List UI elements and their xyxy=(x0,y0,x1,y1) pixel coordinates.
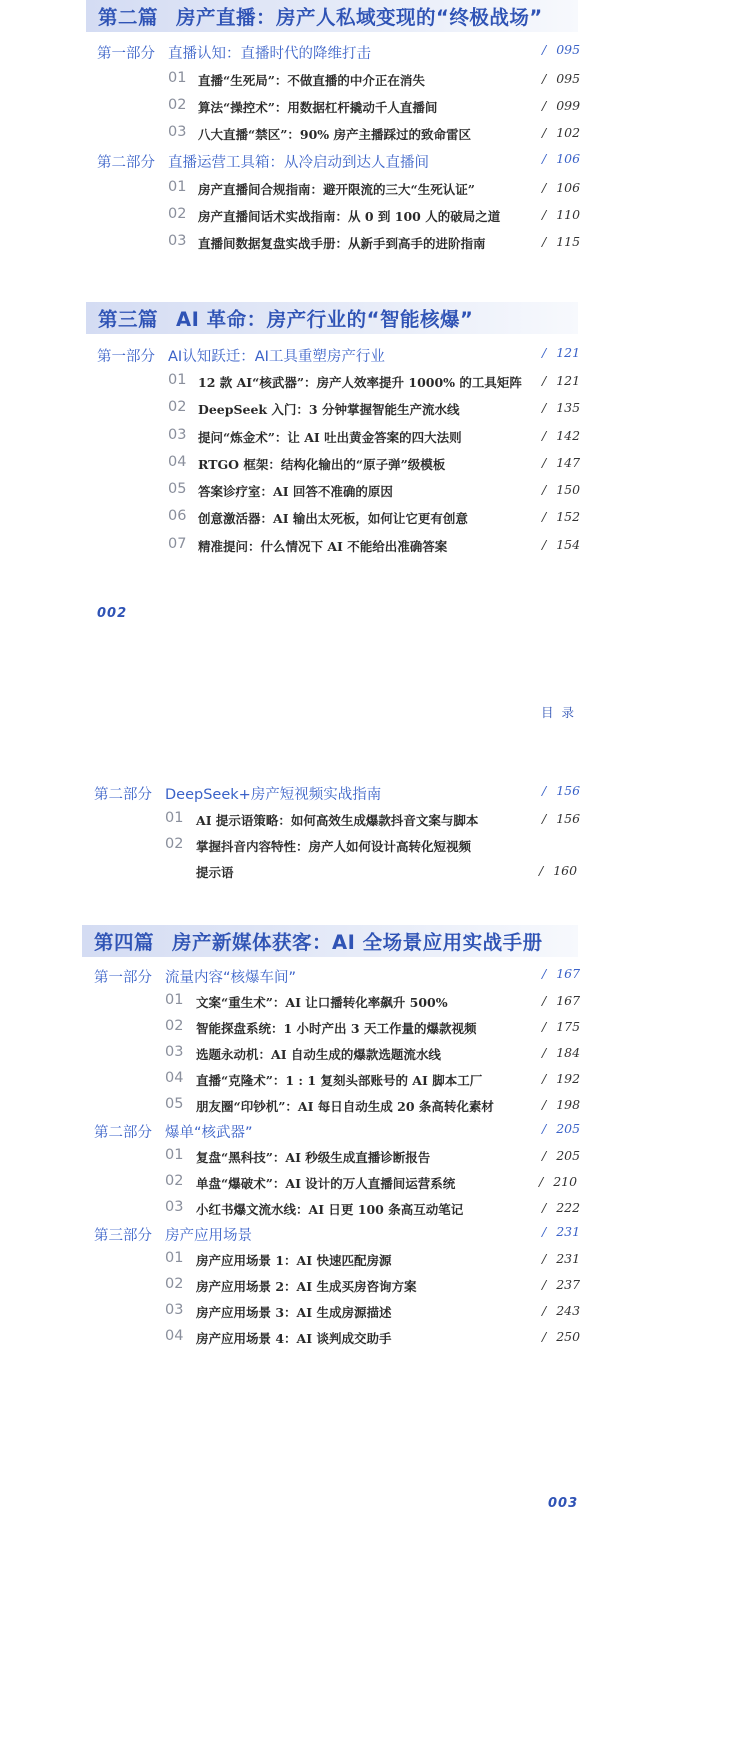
section-label: 第一部分 xyxy=(97,46,155,62)
entry-title: 直播“克隆术”：1 : 1 复刻头部账号的 AI 脚本工厂 xyxy=(196,1073,483,1088)
part-label: 第二篇 xyxy=(98,6,159,29)
toc-entry[interactable] xyxy=(165,1173,579,1195)
section-page: / 205 xyxy=(542,1121,581,1136)
entry-page: / 135 xyxy=(542,400,581,415)
section-page: / 167 xyxy=(542,966,581,981)
entry-number: 03 xyxy=(168,124,187,140)
entry-title: 直播间数据复盘实战手册：从新手到高手的进阶指南 xyxy=(198,236,486,251)
entry-title: 复盘“黑科技”：AI 秒级生成直播诊断报告 xyxy=(196,1150,431,1165)
entry-title: DeepSeek 入门：3 分钟掌握智能生产流水线 xyxy=(198,402,460,417)
entry-page: / 250 xyxy=(542,1329,581,1344)
toc-entry[interactable] xyxy=(165,1250,579,1272)
entry-title: 朋友圈“印钞机”：AI 每日自动生成 20 条高转化素材 xyxy=(196,1099,494,1114)
entry-page: / 154 xyxy=(542,537,581,552)
entry-number: 01 xyxy=(165,1147,184,1163)
entry-title: 房产应用场景 1：AI 快速匹配房源 xyxy=(196,1253,392,1268)
section-heading[interactable] xyxy=(94,1224,579,1246)
entry-page: / 152 xyxy=(542,509,581,524)
entry-title: 小红书爆文流水线：AI 日更 100 条高互动笔记 xyxy=(196,1202,464,1217)
entry-page: / 150 xyxy=(542,482,581,497)
entry-page: / 198 xyxy=(542,1097,581,1112)
entry-number: 02 xyxy=(165,1173,184,1189)
section-title: 房产应用场景 xyxy=(165,1228,252,1244)
entry-title: 八大直播“禁区”：90% 房产主播踩过的致命雷区 xyxy=(198,127,472,142)
entry-title: AI 提示语策略：如何高效生成爆款抖音文案与脚本 xyxy=(196,813,479,828)
toc-entry[interactable] xyxy=(165,836,579,884)
entry-number: 05 xyxy=(168,481,187,497)
entry-number: 02 xyxy=(168,97,187,113)
section-label: 第一部分 xyxy=(94,970,152,986)
entry-number: 03 xyxy=(168,427,187,443)
entry-page: / 099 xyxy=(542,98,581,113)
toc-entry[interactable] xyxy=(165,1096,579,1118)
entry-page: / 222 xyxy=(542,1200,581,1215)
part-label: 第三篇 xyxy=(98,308,159,331)
section-label: 第一部分 xyxy=(97,349,155,365)
part-label: 第四篇 xyxy=(94,931,155,954)
entry-title: 房产直播间合规指南：避开限流的三大“生死认证” xyxy=(198,182,475,197)
entry-page: / 237 xyxy=(542,1277,581,1292)
entry-number: 03 xyxy=(168,233,187,249)
entry-page: / 167 xyxy=(542,993,581,1008)
entry-number: 03 xyxy=(165,1199,184,1215)
entry-number: 04 xyxy=(168,454,187,470)
toc-entry[interactable] xyxy=(165,1044,579,1066)
entry-title: RTGO 框架：结构化输出的“原子弹”级模板 xyxy=(198,457,446,472)
toc-entry[interactable] xyxy=(165,1018,579,1040)
entry-title: 12 款 AI“核武器”：房产人效率提升 1000% 的工具矩阵 xyxy=(198,375,522,390)
entry-title: 单盘“爆破术”：AI 设计的万人直播间运营系统 xyxy=(196,1176,456,1191)
entry-title: 房产应用场景 3：AI 生成房源描述 xyxy=(196,1305,392,1320)
entry-number: 03 xyxy=(165,1044,184,1060)
part-title: AI 革命：房产行业的“智能核爆” xyxy=(176,308,474,331)
entry-number: 02 xyxy=(165,836,184,852)
entry-number: 01 xyxy=(165,810,184,826)
section-page: / 121 xyxy=(542,345,581,360)
section-label: 第二部分 xyxy=(94,1125,152,1141)
entry-page: / 156 xyxy=(542,811,581,826)
entry-title: 选题永动机：AI 自动生成的爆款选题流水线 xyxy=(196,1047,441,1062)
entry-title: 房产应用场景 2：AI 生成买房咨询方案 xyxy=(196,1279,417,1294)
page-number: 003 xyxy=(548,1496,579,1511)
entry-page: / 175 xyxy=(542,1019,581,1034)
section-title: 爆单“核武器” xyxy=(165,1125,253,1141)
part-title: 房产直播：房产人私域变现的“终极战场” xyxy=(176,6,543,29)
entry-page: / 192 xyxy=(542,1071,581,1086)
toc-entry[interactable] xyxy=(165,1302,579,1324)
entry-number: 03 xyxy=(165,1302,184,1318)
entry-page: / 142 xyxy=(542,428,581,443)
section-heading[interactable] xyxy=(94,1121,579,1143)
section-page: / 231 xyxy=(542,1224,581,1239)
section-title: DeepSeek+房产短视频实战指南 xyxy=(165,787,382,803)
section-title: 直播运营工具箱：从冷启动到达人直播间 xyxy=(168,155,429,171)
entry-page: / 115 xyxy=(542,234,581,249)
section-title: 流量内容“核爆车间” xyxy=(165,970,297,986)
entry-number: 01 xyxy=(168,70,187,86)
entry-page: / 121 xyxy=(542,373,581,388)
entry-title: 答案诊疗室：AI 回答不准确的原因 xyxy=(198,484,393,499)
page-number: 002 xyxy=(97,606,128,621)
entry-title: 创意激活器：AI 输出太死板，如何让它更有创意 xyxy=(198,511,468,526)
entry-number: 01 xyxy=(165,992,184,1008)
entry-page: / 160 xyxy=(539,863,578,878)
section-label: 第三部分 xyxy=(94,1228,152,1244)
entry-number: 04 xyxy=(165,1070,184,1086)
entry-title: 算法“操控术”：用数据杠杆撬动千人直播间 xyxy=(198,100,438,115)
entry-number: 07 xyxy=(168,536,187,552)
toc-entry[interactable] xyxy=(165,1328,579,1350)
entry-page: / 095 xyxy=(542,71,581,86)
entry-title: 提问“炼金术”：让 AI 吐出黄金答案的四大法则 xyxy=(198,430,462,445)
toc-entry[interactable] xyxy=(165,992,579,1014)
section-label: 第二部分 xyxy=(97,155,155,171)
section-page: / 156 xyxy=(542,783,581,798)
entry-page: / 110 xyxy=(542,207,581,222)
entry-title: 掌握抖音内容特性：房产人如何设计高转化短视频 xyxy=(196,839,472,854)
entry-number: 01 xyxy=(168,179,187,195)
entry-page: / 147 xyxy=(542,455,581,470)
entry-title: 房产应用场景 4：AI 谈判成交助手 xyxy=(196,1331,392,1346)
entry-number: 02 xyxy=(168,399,187,415)
toc-entry[interactable] xyxy=(165,1276,579,1298)
entry-number: 01 xyxy=(168,372,187,388)
entry-page: / 184 xyxy=(542,1045,581,1060)
section-page: / 095 xyxy=(542,42,581,57)
running-header: 目录 xyxy=(541,705,583,720)
entry-title: 文案“重生术”：AI 让口播转化率飙升 500% xyxy=(196,995,448,1010)
entry-page: / 205 xyxy=(542,1148,581,1163)
entry-number: 05 xyxy=(165,1096,184,1112)
entry-title: 精准提问：什么情况下 AI 不能给出准确答案 xyxy=(198,539,448,554)
section-page: / 106 xyxy=(542,151,581,166)
entry-number: 01 xyxy=(165,1250,184,1266)
toc-entry[interactable] xyxy=(165,1070,579,1092)
section-heading[interactable] xyxy=(94,966,579,988)
entry-number: 02 xyxy=(168,206,187,222)
toc-entry[interactable] xyxy=(165,1199,579,1221)
toc-entry[interactable] xyxy=(165,810,579,832)
entry-page: / 106 xyxy=(542,180,581,195)
entry-page: / 210 xyxy=(539,1174,578,1189)
entry-number: 02 xyxy=(165,1276,184,1292)
entry-title: 智能探盘系统：1 小时产出 3 天工作量的爆款视频 xyxy=(196,1021,477,1036)
entry-number: 02 xyxy=(165,1018,184,1034)
toc-entry[interactable] xyxy=(165,1147,579,1169)
part-heading-pian4 xyxy=(82,925,578,957)
section-title: 直播认知：直播时代的降维打击 xyxy=(168,46,371,62)
entry-page: / 231 xyxy=(542,1251,581,1266)
entry-page: / 102 xyxy=(542,125,581,140)
entry-number: 06 xyxy=(168,508,187,524)
entry-title: 直播“生死局”：不做直播的中介正在消失 xyxy=(198,73,425,88)
section-title: AI认知跃迁：AI工具重塑房产行业 xyxy=(168,349,385,365)
entry-title: 房产直播间话术实战指南：从 0 到 100 人的破局之道 xyxy=(198,209,501,224)
part-title: 房产新媒体获客：AI 全场景应用实战手册 xyxy=(172,931,543,954)
entry-number: 04 xyxy=(165,1328,184,1344)
section-label: 第二部分 xyxy=(94,787,152,803)
entry-page: / 243 xyxy=(542,1303,581,1318)
entry-title-continued: 提示语 xyxy=(196,865,234,880)
